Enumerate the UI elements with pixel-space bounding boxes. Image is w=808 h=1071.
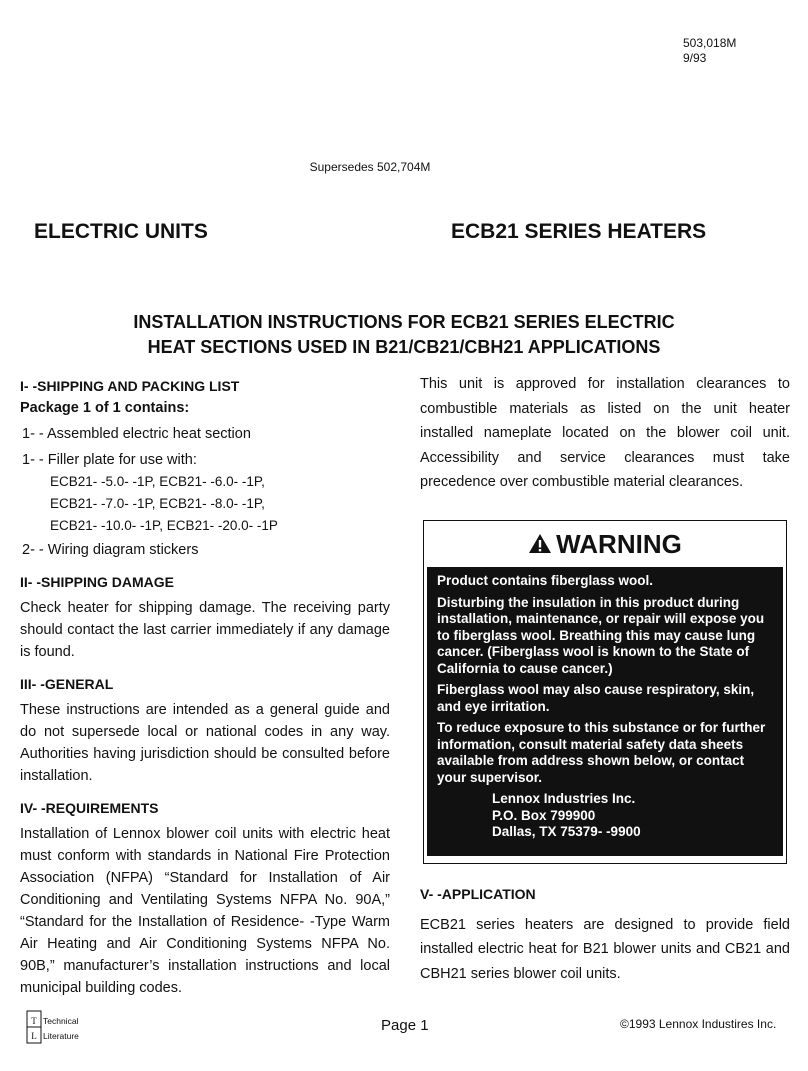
- warning-title: WARNING: [556, 529, 682, 559]
- left-column: [20, 375, 390, 999]
- warning-triangle-icon: [528, 533, 552, 554]
- technical-literature-logo: [26, 1010, 98, 1044]
- address-line-1: Lennox Industries Inc.: [492, 791, 636, 806]
- warning-address: [437, 791, 773, 841]
- logo-letter-l: L: [31, 1031, 37, 1041]
- right-column: [420, 372, 790, 495]
- section1-heading: I- -SHIPPING AND PACKING LIST: [20, 378, 240, 394]
- warning-paragraph-1: Product contains fiberglass wool.: [437, 573, 654, 588]
- warning-paragraph-3: Fiberglass wool may also cause respiratory, skin, and eye irritation.: [437, 682, 755, 714]
- document-number: 503,018M: [683, 36, 737, 50]
- package-title: Package 1 of 1 contains:: [20, 400, 190, 416]
- warning-box: [423, 520, 787, 864]
- warning-paragraph-4: To reduce exposure to this substance or for further information, consult material safety data sheets available from address shown below, or contact your supervisor.: [437, 720, 766, 785]
- title-line-2: HEAT SECTIONS USED IN B21/CB21/CBH21 APPLICATIONS: [147, 337, 661, 357]
- section4-text: Installation of Lennox blower coil units with electric heat must conform with standards in National Fire Protection Association (NFPA) “Standard for Installation of Air Conditioning and Ventilating Systems NFPA No. 90A,” “Standard for the Installation of Residence- -Type Warm Air Heating and Air Conditioning Systems NFPA No. 90B,” manufacturer’s installation instructions and local municipal building codes.: [20, 826, 390, 996]
- model-list: [20, 471, 390, 537]
- list-item: 1- - Filler plate for use with:: [22, 452, 197, 468]
- supersedes-note: Supersedes 502,704M: [309, 160, 431, 174]
- section5-heading: V- -APPLICATION: [420, 886, 536, 902]
- model-line-3: ECB21- -10.0- -1P, ECB21- -20.0- -1P: [50, 518, 278, 533]
- address-line-3: Dallas, TX 75379- -9900: [492, 824, 641, 839]
- header-left: ELECTRIC UNITS: [34, 220, 208, 243]
- title-line-1: INSTALLATION INSTRUCTIONS FOR ECB21 SERIES ELECTRIC: [133, 312, 675, 332]
- section4-heading: IV- -REQUIREMENTS: [20, 800, 159, 816]
- logo-letter-t: T: [31, 1016, 37, 1026]
- list-item: 2- - Wiring diagram stickers: [22, 542, 199, 558]
- document-number-block: [683, 36, 736, 66]
- page-title: [0, 310, 808, 360]
- page-number: Page 1: [381, 1017, 429, 1034]
- document-date: 9/93: [683, 51, 707, 65]
- section3-heading: III- -GENERAL: [20, 676, 114, 692]
- logo-text-literature: Literature: [43, 1031, 79, 1041]
- logo-text-technical: Technical: [43, 1016, 79, 1026]
- address-line-2: P.O. Box 799900: [492, 807, 596, 823]
- model-line-1: ECB21- -5.0- -1P, ECB21- -6.0- -1P,: [50, 474, 265, 489]
- header-right: ECB21 SERIES HEATERS: [451, 220, 707, 243]
- section2-heading: II- -SHIPPING DAMAGE: [20, 574, 175, 590]
- model-line-2: ECB21- -7.0- -1P, ECB21- -8.0- -1P,: [50, 496, 265, 511]
- section5: [420, 882, 790, 986]
- clearance-text: This unit is approved for installation clearances to combustible materials as listed on the unit heater installed nameplate located on the blower coil unit. Accessibility and service clearances must take precedence over combustible material clearances.: [420, 376, 790, 490]
- warning-body: [427, 567, 783, 856]
- logo-mark: [26, 1010, 98, 1044]
- section5-text: ECB21 series heaters are designed to provide field installed electric heat for B21 blower units and CB21 and CBH21 series blower coil units.: [420, 916, 790, 982]
- warning-header: [424, 521, 786, 567]
- warning-paragraph-2: Disturbing the insulation in this product during installation, maintenance, or repair will expose you to fiberglass wool. Breathing this may cause lung cancer. (Fiberglass wool is known to the State of California to cause cancer.): [437, 594, 765, 676]
- copyright: ©1993 Lennox Industires Inc.: [620, 1017, 777, 1031]
- list-item: 1- - Assembled electric heat section: [22, 426, 251, 442]
- section3-text: These instructions are intended as a general guide and do not supersede local or national codes in any way. Authorities having jurisdiction should be consulted before installation.: [20, 702, 390, 784]
- section2-text: Check heater for shipping damage. The receiving party should contact the last carrier immediately if any damage is found.: [20, 600, 390, 660]
